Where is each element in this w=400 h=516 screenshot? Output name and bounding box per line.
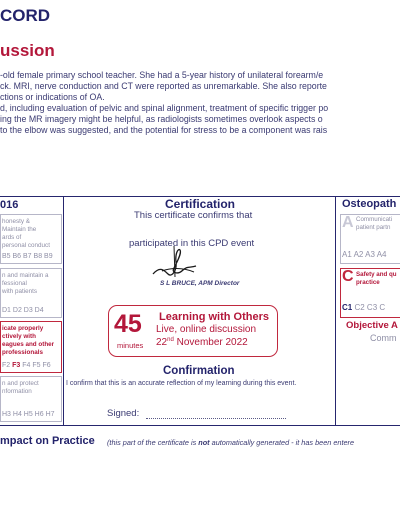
theme-a-codes: A1 A2 A3 A4	[342, 250, 387, 259]
event-mode: Live, online discussion	[156, 324, 257, 335]
standard-d-line-3: with patients	[2, 288, 38, 295]
theme-a-line-2: patient partn	[356, 224, 391, 231]
theme-c-codes-rest: C2 C3 C	[354, 303, 386, 312]
director-signature	[150, 244, 200, 280]
page-title: CORD	[0, 6, 51, 25]
communication-label: Comm	[370, 333, 397, 343]
standard-f-codes-pre: F2	[2, 362, 11, 369]
duration-value: 45	[114, 310, 142, 338]
standard-b-line-2: Maintain the	[2, 226, 37, 233]
signed-label: Signed:	[107, 408, 140, 419]
standard-d-line-2: fessional	[2, 280, 27, 287]
intro-line-2: ck. MRI, nerve conduction and CT were reported as unremarkable. She also reporte	[0, 81, 327, 91]
standard-f-codes	[2, 362, 51, 369]
impact-note	[107, 438, 354, 447]
divider-right	[335, 196, 336, 426]
standard-box-f	[0, 321, 62, 373]
signatory-name: S L BRUCE, APM Director	[160, 280, 240, 287]
theme-c-code-highlight: C1	[342, 303, 353, 312]
intro-line-6: to the elbow was suggested, and the potential for stress to be a component was rais	[0, 125, 328, 135]
event-date-suffix: nd	[167, 337, 174, 343]
standard-f-codes-post: F4 F5 F6	[22, 362, 51, 369]
theme-c-codes	[342, 303, 385, 312]
standard-b-codes: B5 B6 B7 B8 B9	[2, 253, 53, 260]
osteopathic-panel-title: Osteopath	[342, 198, 397, 210]
duration-unit: minutes	[117, 341, 144, 350]
theme-a-line-1: Communicati	[356, 216, 393, 223]
theme-c-letter: C	[342, 268, 354, 285]
standard-box-b	[0, 214, 62, 264]
impact-note-pre: (this part of the certificate is	[107, 438, 197, 447]
standard-b-line-3: ards of	[2, 234, 22, 241]
event-date	[156, 337, 248, 348]
theme-a-letter: A	[342, 214, 354, 231]
confirmation-text: I confirm that this is an accurate reflection of my learning during this event.	[66, 380, 297, 387]
standard-h-codes: H3 H4 H5 H6 H7	[2, 411, 55, 418]
standard-box-d	[0, 268, 62, 318]
theme-c-line-1: Safety and qu	[356, 271, 397, 278]
standard-h-line-2: nformation	[2, 388, 32, 395]
standard-b-line-1: honesty &	[2, 218, 31, 225]
standard-box-h	[0, 376, 62, 422]
event-date-month-year: November 2022	[176, 337, 248, 348]
intro-line-3: ctions or indications of OA.	[0, 92, 105, 102]
divider-left	[63, 196, 64, 426]
event-date-day: 22	[156, 337, 168, 348]
standards-year: 016	[0, 199, 19, 211]
impact-note-bold: not	[198, 438, 210, 447]
standard-f-line-2: ctively with	[2, 333, 36, 340]
section-title: ussion	[0, 41, 55, 60]
signature-line[interactable]	[146, 418, 286, 419]
intro-line-5: ing the MR imagery might be helpful, as radiologists sometimes overlook aspects o	[0, 114, 323, 124]
intro-line-1: -old female primary school teacher. She had a 5-year history of unilateral forearm/e	[0, 70, 324, 80]
standard-b-line-4: personal conduct	[2, 242, 50, 249]
standard-d-codes: D1 D2 D3 D4	[2, 307, 44, 314]
standard-f-line-4: professionals	[2, 349, 43, 356]
certificate-description: This certificate confirms that	[134, 210, 253, 221]
standard-d-line-1: n and maintain a	[2, 272, 49, 279]
confirmation-title: Confirmation	[163, 365, 235, 377]
participation-statement: participated in this CPD event	[129, 238, 255, 249]
impact-title: mpact on Practice	[0, 435, 95, 447]
impact-note-post: automatically generated - it has been entere	[211, 438, 355, 447]
event-title: Learning with Others	[159, 311, 270, 323]
standard-h-line-1: n and protect	[2, 380, 39, 387]
standard-f-line-1: icate properly	[2, 325, 44, 332]
standard-f-code-highlight: F3	[12, 362, 21, 369]
certificate-title: Certification	[165, 197, 236, 211]
objective-label: Objective A	[346, 320, 398, 331]
theme-c-line-2: practice	[356, 279, 380, 286]
standard-f-line-3: eagues and other	[2, 341, 55, 348]
intro-line-4: d, including evaluation of pelvic and spinal alignment, treatment of specific trigger po	[0, 103, 329, 113]
